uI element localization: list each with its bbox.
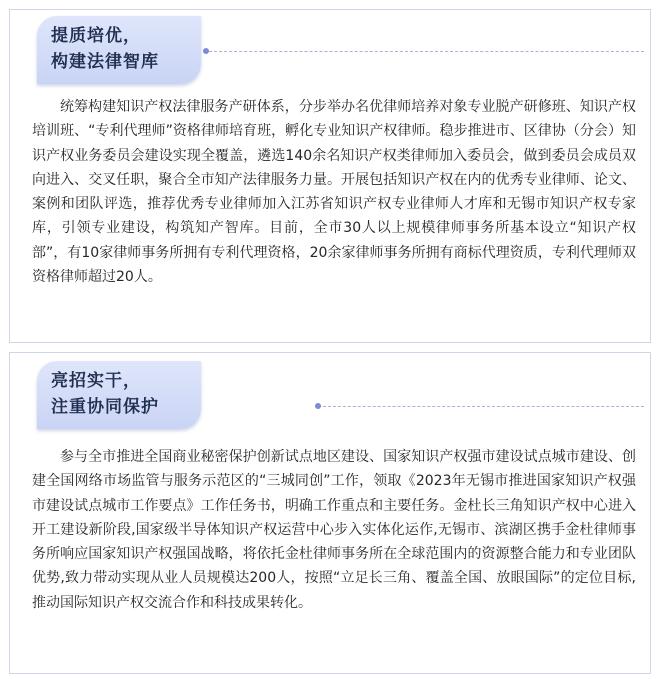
section-heading bbox=[51, 368, 159, 420]
section-heading-line-1: 亮招实干， bbox=[51, 371, 141, 391]
section-heading-badge bbox=[37, 361, 201, 429]
section-heading-line-2: 注重协同保护 bbox=[51, 397, 159, 417]
section-heading-line-1: 提质培优， bbox=[51, 26, 141, 46]
section-body-text: 参与全市推进全国商业秘密保护创新试点地区建设、国家知识产权强市建设试点城市建设、创建全国网络市场监管与服务示范区的“三城同创”工作，领取《2023年无锡市推进国家知识产权强市建设试点城市工作要点》工作任务书，明确工作重点和主要任务。金杜长三角知识产权中心进入开工建设新阶段,国家级半导体知识产权运营中心步入实体化运作,无锡市、滨湖区携手金杜律师事务所响应国家知识产权强国战略，将依托金杜律师事务所在全球范围内的资源整合能力和专业团队优势,致力带动实现从业人员规模达200人，按照“立足长三角、覆盖全国、放眼国际”的定位目标,推动国际知识产权交流合作和科技成果转化。 bbox=[32, 449, 636, 611]
section-heading bbox=[51, 23, 159, 75]
decorative-dashed-line bbox=[204, 51, 644, 52]
decorative-dashed-line bbox=[318, 406, 644, 407]
decorative-dot-icon bbox=[315, 403, 321, 409]
section-heading-line-2: 构建法律智库 bbox=[51, 52, 159, 72]
section-heading-badge bbox=[37, 16, 201, 84]
decorative-dot-icon bbox=[203, 48, 209, 54]
section-card-collaborative-protection bbox=[9, 352, 651, 674]
section-body-text: 统筹构建知识产权法律服务产研体系，分步举办名优律师培养对象专业脱产研修班、知识产权培训班、“专利代理师”资格律师培育班，孵化专业知识产权律师。稳步推进市、区律协（分会）知识产权业务委员会建设实现全覆盖，遴选140余名知识产权类律师加入委员会，做到委员会成员双向进入、交叉任职，聚合全市知产法律服务力量。开展包括知识产权在内的优秀专业律师、论文、案例和团队评选，推荐优秀专业律师加入江苏省知识产权专业律师人才库和无锡市知识产权专家库，引领专业建设，构筑知产智库。目前，全市30人以上规模律师事务所基本设立“知识产权部”，有10家律师事务所拥有专利代理资格，20余家律师事务所拥有商标代理资质，专利代理师双资格律师超过20人。 bbox=[32, 99, 636, 286]
section-card-ip-think-tank bbox=[9, 9, 651, 343]
